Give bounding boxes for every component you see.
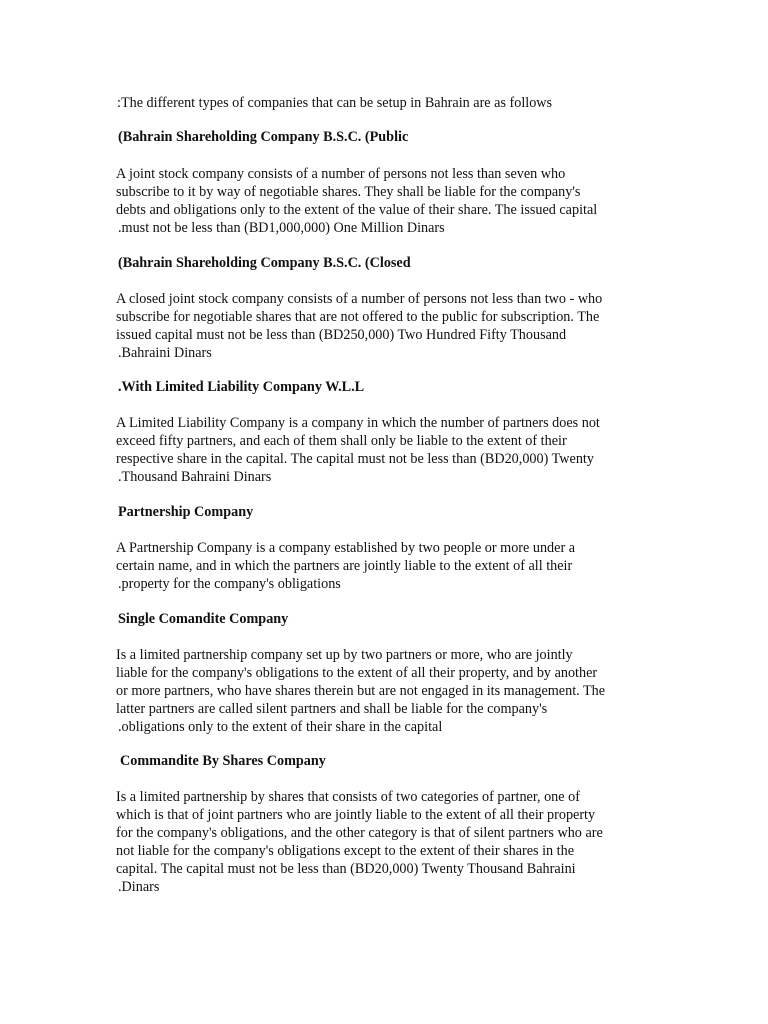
section-heading-closed-bsc: (Bahrain Shareholding Company B.S.C. (Closed	[118, 255, 411, 271]
paragraph-line: Is a limited partnership by shares that consists of two categories of partner, one of	[116, 789, 580, 805]
paragraph-line: certain name, and in which the partners are jointly liable to the extent of all their	[116, 558, 573, 574]
paragraph-line: A Limited Liability Company is a company in which the number of partners does not	[116, 415, 600, 431]
paragraph-line: issued capital must not be less than (BD250,000) Two Hundred Fifty Thousand	[116, 327, 567, 343]
section-heading-partnership: Partnership Company	[118, 504, 254, 520]
section-heading-wll: .With Limited Liability Company W.L.L	[118, 379, 365, 395]
paragraph-line: respective share in the capital. The capital must not be less than (BD20,000) Twenty	[116, 451, 594, 467]
section-heading-single-comandite: Single Comandite Company	[118, 611, 289, 627]
intro-text: :The different types of companies that can be setup in Bahrain are as follows	[117, 95, 553, 111]
paragraph-line: .property for the company's obligations	[118, 576, 341, 592]
paragraph-line: .Dinars	[118, 879, 160, 895]
paragraph-line: latter partners are called silent partners and shall be liable for the company's	[116, 701, 548, 717]
paragraph-line: liable for the company's obligations to the extent of all their property, and by another	[116, 665, 598, 681]
paragraph-line: which is that of joint partners who are jointly liable to the extent of all their property	[116, 807, 596, 823]
paragraph-line: .obligations only to the extent of their share in the capital	[118, 719, 443, 735]
paragraph-line: subscribe for negotiable shares that are not offered to the public for subscription. The	[116, 309, 600, 325]
paragraph-line: A closed joint stock company consists of a number of persons not less than two - who	[116, 291, 603, 307]
paragraph-line: .must not be less than (BD1,000,000) One Million Dinars	[118, 220, 445, 236]
paragraph-line: subscribe to it by way of negotiable shares. They shall be liable for the company's	[116, 184, 581, 200]
paragraph-line: not liable for the company's obligations except to the extent of their shares in the	[116, 843, 575, 859]
paragraph-line: exceed fifty partners, and each of them shall only be liable to the extent of their	[116, 433, 567, 449]
paragraph-line: for the company's obligations, and the other category is that of silent partners who are	[116, 825, 603, 841]
paragraph-line: Is a limited partnership company set up by two partners or more, who are jointly	[116, 647, 573, 663]
paragraph-line: capital. The capital must not be less than (BD20,000) Twenty Thousand Bahraini	[116, 861, 576, 877]
section-heading-public-bsc: (Bahrain Shareholding Company B.S.C. (Public	[118, 129, 409, 145]
paragraph-line: .Bahraini Dinars	[118, 345, 212, 361]
paragraph-line: or more partners, who have shares therein but are not engaged in its management. The	[116, 683, 606, 699]
paragraph-line: A Partnership Company is a company established by two people or more under a	[116, 540, 576, 556]
paragraph-line: A joint stock company consists of a number of persons not less than seven who	[116, 166, 566, 182]
section-heading-commandite-by-shares: Commandite By Shares Company	[120, 753, 326, 769]
paragraph-line: debts and obligations only to the extent of the value of their share. The issued capital	[116, 202, 598, 218]
paragraph-line: .Thousand Bahraini Dinars	[118, 469, 272, 485]
